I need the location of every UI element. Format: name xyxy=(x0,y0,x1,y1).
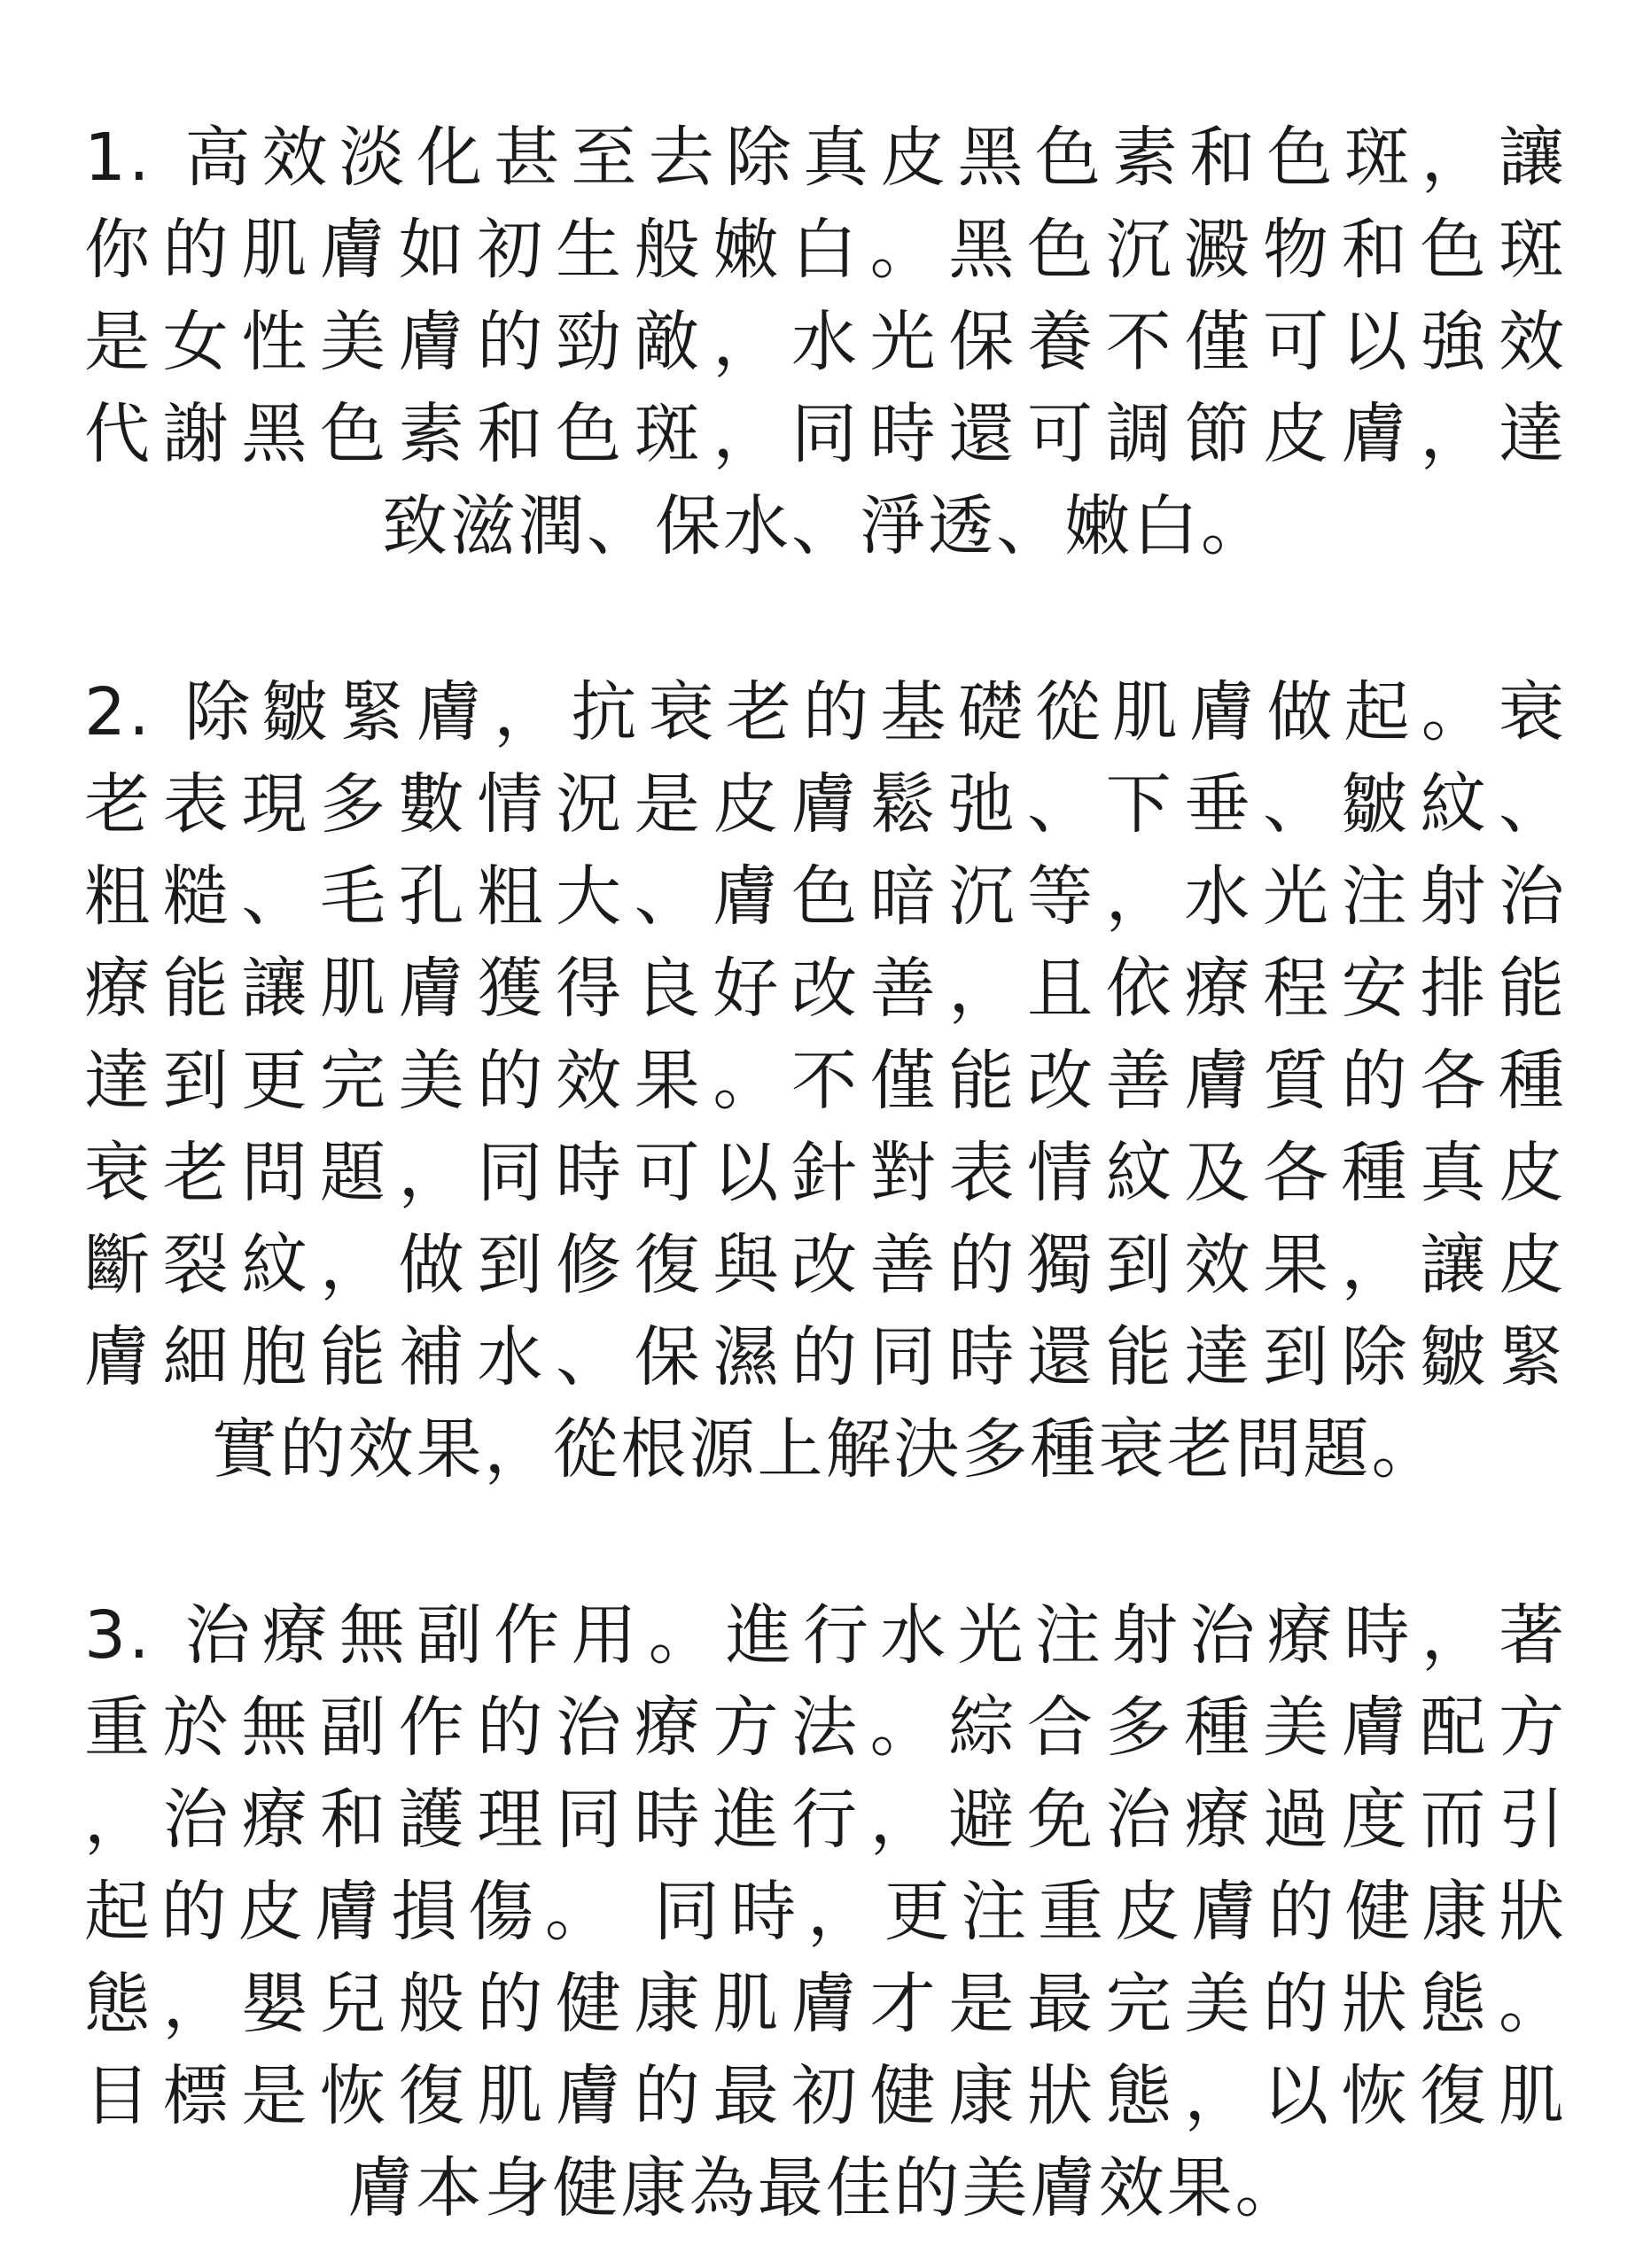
text-line: 起的皮膚損傷。 同時，更注重皮膚的健康狀 xyxy=(84,1874,1567,1950)
text-line: 衰老問題，同時可以針對表情紋及各種真皮 xyxy=(84,1135,1567,1211)
text-line: 膚細胞能補水、保濕的同時還能達到除皺緊 xyxy=(84,1319,1567,1395)
text-line: 你的肌膚如初生般嫩白。黑色沉澱物和色斑 xyxy=(84,212,1567,288)
text-line: 目標是恢復肌膚的最初健康狀態，以恢復肌 xyxy=(84,2058,1567,2134)
text-line: 3. 治療無副作用。進行水光注射治療時，著 xyxy=(84,1597,1567,1674)
text-line: 2. 除皺緊膚，抗衰老的基礎從肌膚做起。衰 xyxy=(84,674,1567,750)
text-line: 粗糙、毛孔粗大、膚色暗沉等，水光注射治 xyxy=(84,858,1567,935)
text-line: 1. 高效淡化甚至去除真皮黑色素和色斑，讓 xyxy=(84,120,1567,196)
text-line: ，治療和護理同時進行，避免治療過度而引 xyxy=(84,1782,1567,1858)
text-line: 達到更完美的效果。不僅能改善膚質的各種 xyxy=(84,1043,1567,1119)
text-line: 代謝黑色素和色斑，同時還可調節皮膚，達 xyxy=(84,396,1567,472)
text-line: 膚本身健康為最佳的美膚效果。 xyxy=(347,2150,1304,2226)
text-line: 致滋潤、保水、淨透、嫩白。 xyxy=(382,488,1269,564)
text-line: 斷裂紋，做到修復與改善的獨到效果，讓皮 xyxy=(84,1227,1567,1303)
paragraph-1 xyxy=(84,112,1567,572)
text-line: 重於無副作的治療方法。綜合多種美膚配方 xyxy=(84,1689,1567,1766)
paragraph-2 xyxy=(84,666,1567,1495)
text-line: 是女性美膚的勁敵，水光保養不僅可以強效 xyxy=(84,304,1567,380)
paragraph-3 xyxy=(84,1589,1567,2234)
text-line: 老表現多數情況是皮膚鬆弛、下垂、皺紋、 xyxy=(84,766,1567,843)
paragraph-spacer xyxy=(84,572,1567,666)
text-line: 態，嬰兒般的健康肌膚才是最完美的狀態。 xyxy=(84,1966,1567,2042)
text-line: 實的效果，從根源上解決多種衰老問題。 xyxy=(211,1411,1440,1487)
paragraph-spacer xyxy=(84,1495,1567,1589)
text-line: 療能讓肌膚獲得良好改善，且依療程安排能 xyxy=(84,951,1567,1027)
